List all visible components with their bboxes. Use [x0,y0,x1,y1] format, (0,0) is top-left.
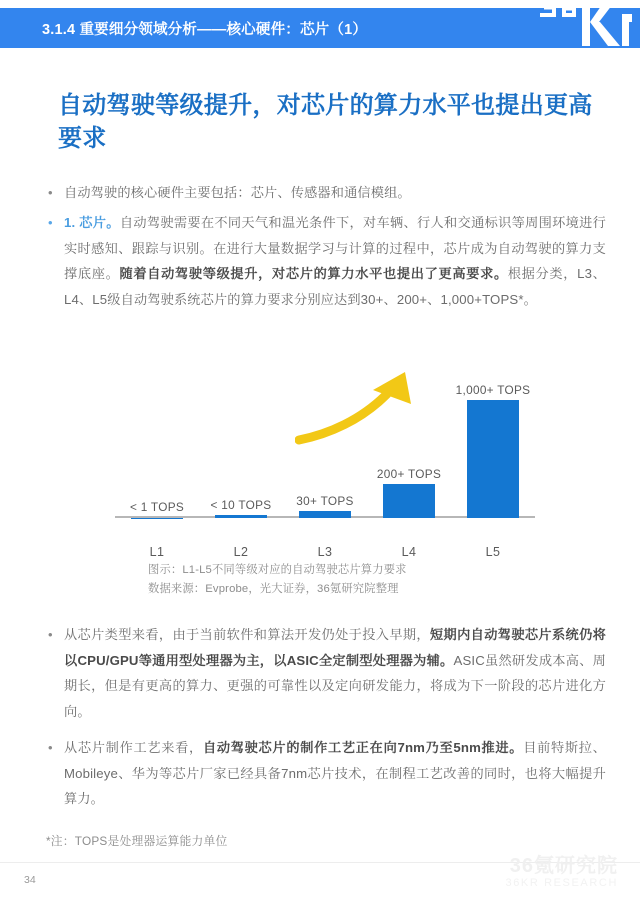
bullet-text-2 [64,210,606,312]
chart-bar-label-l2: < 10 TOPS [210,498,272,512]
chart-cat-slot-l5 [451,540,535,558]
bullet-text-4 [64,735,606,812]
bullet-3-seg-0: 从芯片类型来看，由于当前软件和算法开发仍处于投入早期， [64,627,430,642]
chart-caption-line1: 图示：L1-L5不同等级对应的自动驾驶芯片算力要求 [148,564,407,576]
chart-bar-slot-l3 [283,372,367,518]
bullet-marker-icon: • [48,740,53,755]
bullet-item-1 [46,180,606,206]
bullet-2-seg-3: 根据分类，L3、L4、L5级自动驾驶系统芯片的算力要求分别应达到30+、200+、1,000+TOPS*。 [64,266,606,307]
bullet-3-seg-2: ASIC虽然研发成本高、周期长，但是有更高的算力、更强的可靠性以及定向研发能力，将成为下一阶段的芯片进化方向。 [64,652,606,719]
bullet-item-2 [46,210,606,312]
chart-cat-slot-l2 [199,540,283,558]
chart-bar-l1 [131,518,183,519]
chart-category-l3: L3 [317,545,333,559]
chart-bar-l2 [215,515,267,518]
watermark-en: 36KR RESEARCH [505,877,618,889]
watermark-cn: 36氪研究院 [509,855,618,877]
chart-bar-slot-l2 [199,372,283,518]
chart-bar-l3 [299,511,351,518]
bullet-4-seg-2: 目前特斯拉、Mobileye、华为等芯片厂家已经具备7nm芯片技术，在制程工艺改善的同时，也将大幅提升算力。 [64,740,607,806]
chart-bar-slot-l1 [115,372,199,518]
chart-bar-label-l3: 30+ TOPS [296,494,354,508]
chart-category-l4: L4 [401,545,417,559]
chart-bar-l4 [383,484,435,518]
bullet-2-bold: 随着自动驾驶等级提升，对芯片的算力水平也提出了更高要求。 [119,266,508,281]
chart-bar-slot-l5 [451,372,535,518]
chart-cat-slot-l1 [115,540,199,558]
chart-category-l1: L1 [149,545,165,559]
bullet-marker-icon: • [48,185,53,200]
footer-watermark [506,856,619,891]
chart-cat-slot-l3 [283,540,367,558]
bullet-4-seg-0: 从芯片制作工艺来看， [64,740,203,755]
chart-caption [148,561,568,599]
chip-computing-power-chart [115,372,535,558]
bullet-text-3 [64,622,606,724]
chart-bar-label-l4: 200+ TOPS [376,467,442,481]
bullet-marker-icon: • [48,627,53,642]
bullet-text-1 [64,180,606,206]
36kr-logo [536,0,632,52]
bullet-1-seg-0: 自动驾驶的核心硬件主要包括：芯片、传感器和通信模组。 [64,185,411,200]
chart-plot-area [115,372,535,538]
page-number: 34 [24,874,36,886]
bullet-item-4 [46,735,606,812]
footnote: *注：TOPS是处理器运算能力单位 [46,834,228,848]
page-title: 自动驾驶等级提升，对芯片的算力水平也提出更高要求 [58,92,593,152]
chart-bar-label-l5: 1,000+ TOPS [455,383,531,397]
chart-bar-l5 [467,400,519,518]
chart-bar-slot-l4 [367,372,451,518]
bullet-4-bold: 自动驾驶芯片的制作工艺正在向7nm乃至5nm推进。 [202,740,524,755]
header-title: 3.1.4 重要细分领域分析——核心硬件：芯片（1） [42,21,368,38]
bullet-3-bold: 短期内自动驾驶芯片系统仍将以CPU/GPU等通用型处理器为主，以ASIC全定制型处理器为辅。 [64,627,606,668]
chart-bar-label-l1: < 1 TOPS [129,500,185,514]
bullet-2-highlight: 1. 芯片。 [64,215,120,230]
chart-cat-slot-l4 [367,540,451,558]
bullet-2-seg-1: 自动驾驶需要在不同天气和温光条件下，对车辆、行人和交通标识等周围环境进行实时感知、跟踪与识别。在进行大量数据学习与计算的过程中，芯片成为自动驾驶的算力支撑底座。 [64,215,607,281]
bullet-item-3 [46,622,606,724]
chart-caption-line2: 数据来源：Evprobe，光大证券，36氪研究院整理 [148,583,399,595]
bullet-marker-icon: • [48,215,53,230]
chart-category-axis [115,540,535,558]
chart-category-l2: L2 [233,545,249,559]
chart-category-l5: L5 [485,545,501,559]
